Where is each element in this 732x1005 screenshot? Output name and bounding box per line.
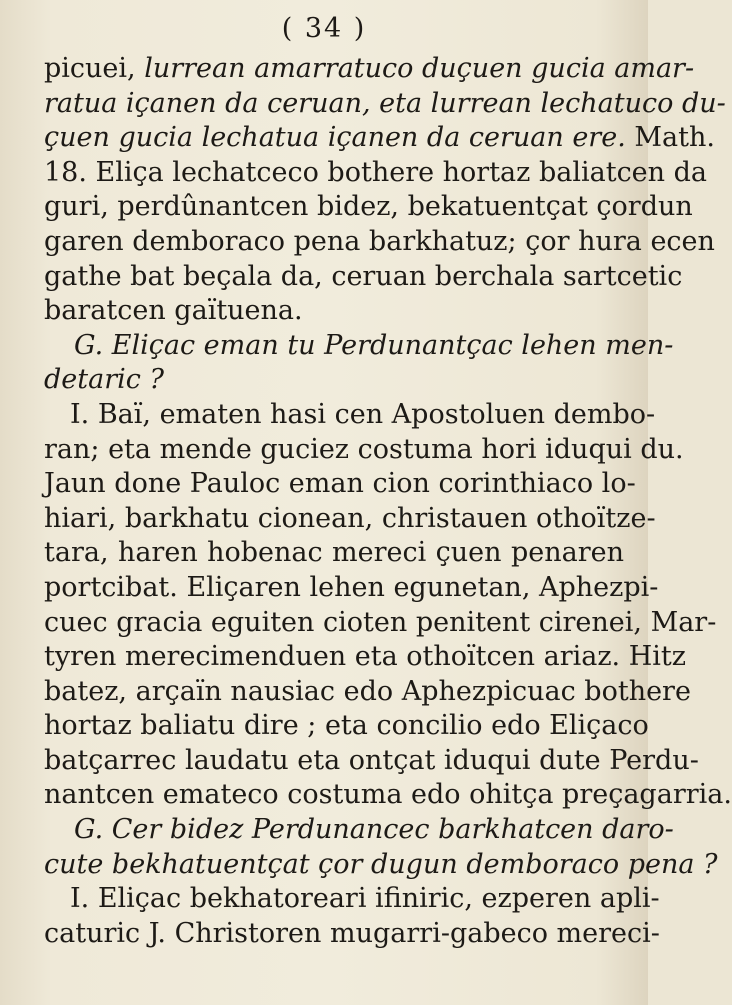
answer-line-7: cuec gracia eguiten cioten penitent cirenei, Mar-	[44, 606, 717, 638]
answer-line-3: Jaun done Pauloc eman cion corinthiaco lo-	[44, 468, 636, 500]
answer-line-4: hiari, barkhatu cionean, christauen othoïtze-	[44, 502, 656, 534]
text-line-1: picuei, lurrean amarratuco duçuen gucia amar-	[44, 53, 695, 84]
answer-line-10: hortaz baliatu dire ; eta concilio edo Eliçaco	[44, 710, 649, 742]
answer-line-6: portcibat. Eliçaren lehen egunetan, Aphezpi-	[44, 571, 659, 603]
question-line-1: G. Eliçac eman tu Perdunantçac lehen men-	[74, 329, 674, 361]
answer-line-14: caturic J. Christoren mugarri-gabeco mereci-	[44, 917, 660, 949]
text-line-3: çuen gucia lechatua içanen da ceruan ere. Math.	[44, 122, 715, 154]
answer-line-2: ran; eta mende guciez costuma hori iduqui du.	[44, 433, 684, 465]
answer-line-11: batçarrec laudatu eta ontçat iduqui dute Perdu-	[44, 744, 699, 776]
page-number: ( 34 )	[281, 13, 367, 44]
answer-line-5: tara, haren hobenac mereci çuen penaren	[44, 537, 624, 569]
text-line-8: baratcen gaïtuena.	[44, 295, 303, 327]
question-line-3: G. Cer bidez Perdunancec barkhatcen daro-	[74, 814, 674, 846]
answer-line-8: tyren merecimenduen eta othoïtcen ariaz. Hitz	[44, 641, 686, 673]
question-line-2: detaric ?	[44, 364, 164, 396]
text-block	[44, 52, 732, 951]
question-line-4: cute bekhatuentçat çor dugun demboraco pena ?	[44, 848, 718, 880]
text-line-4: 18. Eliça lechatceco bothere hortaz baliatcen da	[44, 156, 708, 188]
text-line-6: garen demboraco pena barkhatuz; çor hura ecen	[44, 225, 715, 257]
answer-line-9: batez, arçaïn nausiac edo Aphezpicuac bothere	[44, 675, 691, 707]
answer-line-13: I. Eliçac bekhatoreari ifiniric, ezperen apli-	[70, 883, 660, 915]
answer-line-1: I. Baï, ematen hasi cen Apostoluen dembo-	[70, 398, 656, 430]
answer-line-12: nantcen emateco costuma edo ohitça preçagarria.	[44, 779, 732, 811]
text-line-2: ratua içanen da ceruan, eta lurrean lechatuco du-	[44, 87, 726, 119]
text-line-7: gathe bat beçala da, ceruan berchala sartcetic	[44, 260, 683, 292]
text-line-5: guri, perdûnantcen bidez, bekatuentçat çordun	[44, 191, 693, 223]
